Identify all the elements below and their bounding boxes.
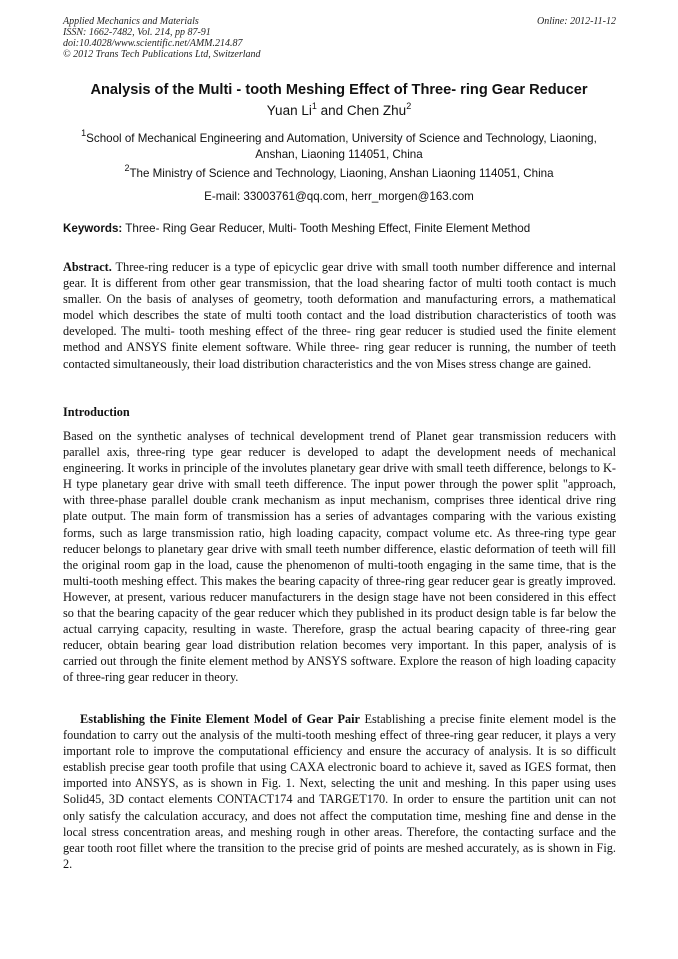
- author-name: Yuan Li: [266, 103, 312, 118]
- paragraph-text: Establishing a precise finite element model is the foundation to carry out the analysis of the multi-tooth meshing effect of three-ring gear reducer, it plays a very important role to improve the computational efficiency and ensure the accuracy of analysis. It is so difficult establish precise gear tooth profile that using CAXA electronic board to achieve it, saved as IGES format, then imported into ANSYS, as is shown in Fig. 1. Next, selecting the unit and meshing. In this paper using uses Solid45, 3D contact elements CONTACT174 and TARGET170. In order to ensure the partition unit can not only satisfy the calculation accuracy, and does not affect the computation time, meshing fine and dense in the local stress concentration areas, and meshing rough in other areas. Therefore, the contacting surface and the gear tooth root fillet where the transition to the precise grid of points are meshed accurately, as is shown in Fig. 2.: [63, 712, 616, 871]
- affiliation-2: [70, 163, 608, 182]
- doi-line[interactable]: doi:10.4028/www.scientific.net/AMM.214.87: [63, 38, 243, 49]
- journal-header: [63, 16, 616, 60]
- online-date: Online: 2012-11-12: [537, 16, 616, 27]
- journal-name: Applied Mechanics and Materials: [63, 16, 199, 27]
- issn-line: ISSN: 1662-7482, Vol. 214, pp 87-91: [63, 27, 211, 38]
- author-line: [40, 103, 638, 118]
- keywords-label: Keywords:: [63, 222, 123, 235]
- introduction-paragraph-2: [63, 711, 616, 872]
- keywords-text: Three- Ring Gear Reducer, Multi- Tooth Meshing Effect, Finite Element Method: [122, 222, 531, 235]
- section-heading-introduction: Introduction: [63, 405, 130, 419]
- affiliation-text: The Ministry of Science and Technology, Liaoning, Anshan Liaoning 114051, China: [129, 167, 554, 180]
- author-name: Chen Zhu: [346, 103, 407, 118]
- subsection-lead: Establishing the Finite Element Model of Gear Pair: [80, 712, 360, 726]
- affiliation-1: [70, 128, 608, 163]
- author-email[interactable]: E-mail: 33003761@qq.com, herr_morgen@163.com: [204, 190, 474, 203]
- author-affiliation-marker: 2: [406, 101, 412, 111]
- paper-title: Analysis of the Multi - tooth Meshing Effect of Three- ring Gear Reducer: [90, 82, 588, 98]
- abstract: [63, 259, 616, 372]
- affiliation-marker: 1: [81, 128, 87, 138]
- copyright-line: © 2012 Trans Tech Publications Ltd, Switzerland: [63, 49, 261, 60]
- abstract-text: Three-ring reducer is a type of epicyclic gear drive with small tooth number difference and internal gear. It is different from other gear transmission, that the load shearing factor of multi tooth contact is much smaller. On the basis of analyses of geometry, tooth deformation and manufacturing errors, a mathematical model which describes the state of multi tooth contact and the load distribution characteristics of tooth was developed. The multi- tooth meshing effect of the three- ring gear reducer is studied used the finite element method and ANSYS finite element software. While three- ring gear reducer is running, the number of teeth contacted simultaneously, their load distribution characteristics and the von Mises stress change are gained.: [63, 260, 616, 371]
- keywords: [63, 222, 616, 235]
- abstract-label: Abstract.: [63, 260, 112, 274]
- author-conjunction: and: [316, 103, 347, 118]
- introduction-paragraph-1: Based on the synthetic analyses of technical development trend of Planet gear transmission reducers with parallel axis, three-ring type gear reducer is developed to adapt the development needs of mechanical engineering. It works in principle of the involutes planetary gear drive with small teeth difference, belongs to K-H type planetary gear drive with small teeth difference. The input power through the power split "approach, with three-phase parallel double crank mechanism as input mechanism, comprises three identical drive ring plate output. The main form of transmission has a series of advantages comparing with the various existing forms, such as large transmission ratio, high loading capacity, compact volume etc. As three-ring type gear reducer belongs to planetary gear drive with small teeth number difference, elastic deformation of teeth will fill the original room gap in the load, cause the phenomenon of multi-tooth engaging in the same time, that is the multi-tooth meshing effect. This makes the bearing capacity of three-ring gear reducer gear is greatly improved. However, at present, various reducer manufacturers in the design stage have not been considered in this effect so that the bearing capacity of the gear reducer which they published in its product design table is far below the actual carrying capacity, resulting in waste. Therefore, grasp the actual bearing capacity of three-ring gear reducer, obtain bearing gear load distribution relation becomes very important. In this paper, analysis of is carried out through the finite element method by ANSYS software. Explore the reason of high loading capacity of three-ring gear reducer in theory.: [63, 429, 616, 685]
- affiliation-marker: 2: [124, 163, 130, 173]
- affiliation-text: School of Mechanical Engineering and Automation, University of Science and Technology, Liaoning, Anshan, Liaoning 114051, China: [86, 132, 597, 161]
- author-affiliation-marker: 1: [311, 101, 317, 111]
